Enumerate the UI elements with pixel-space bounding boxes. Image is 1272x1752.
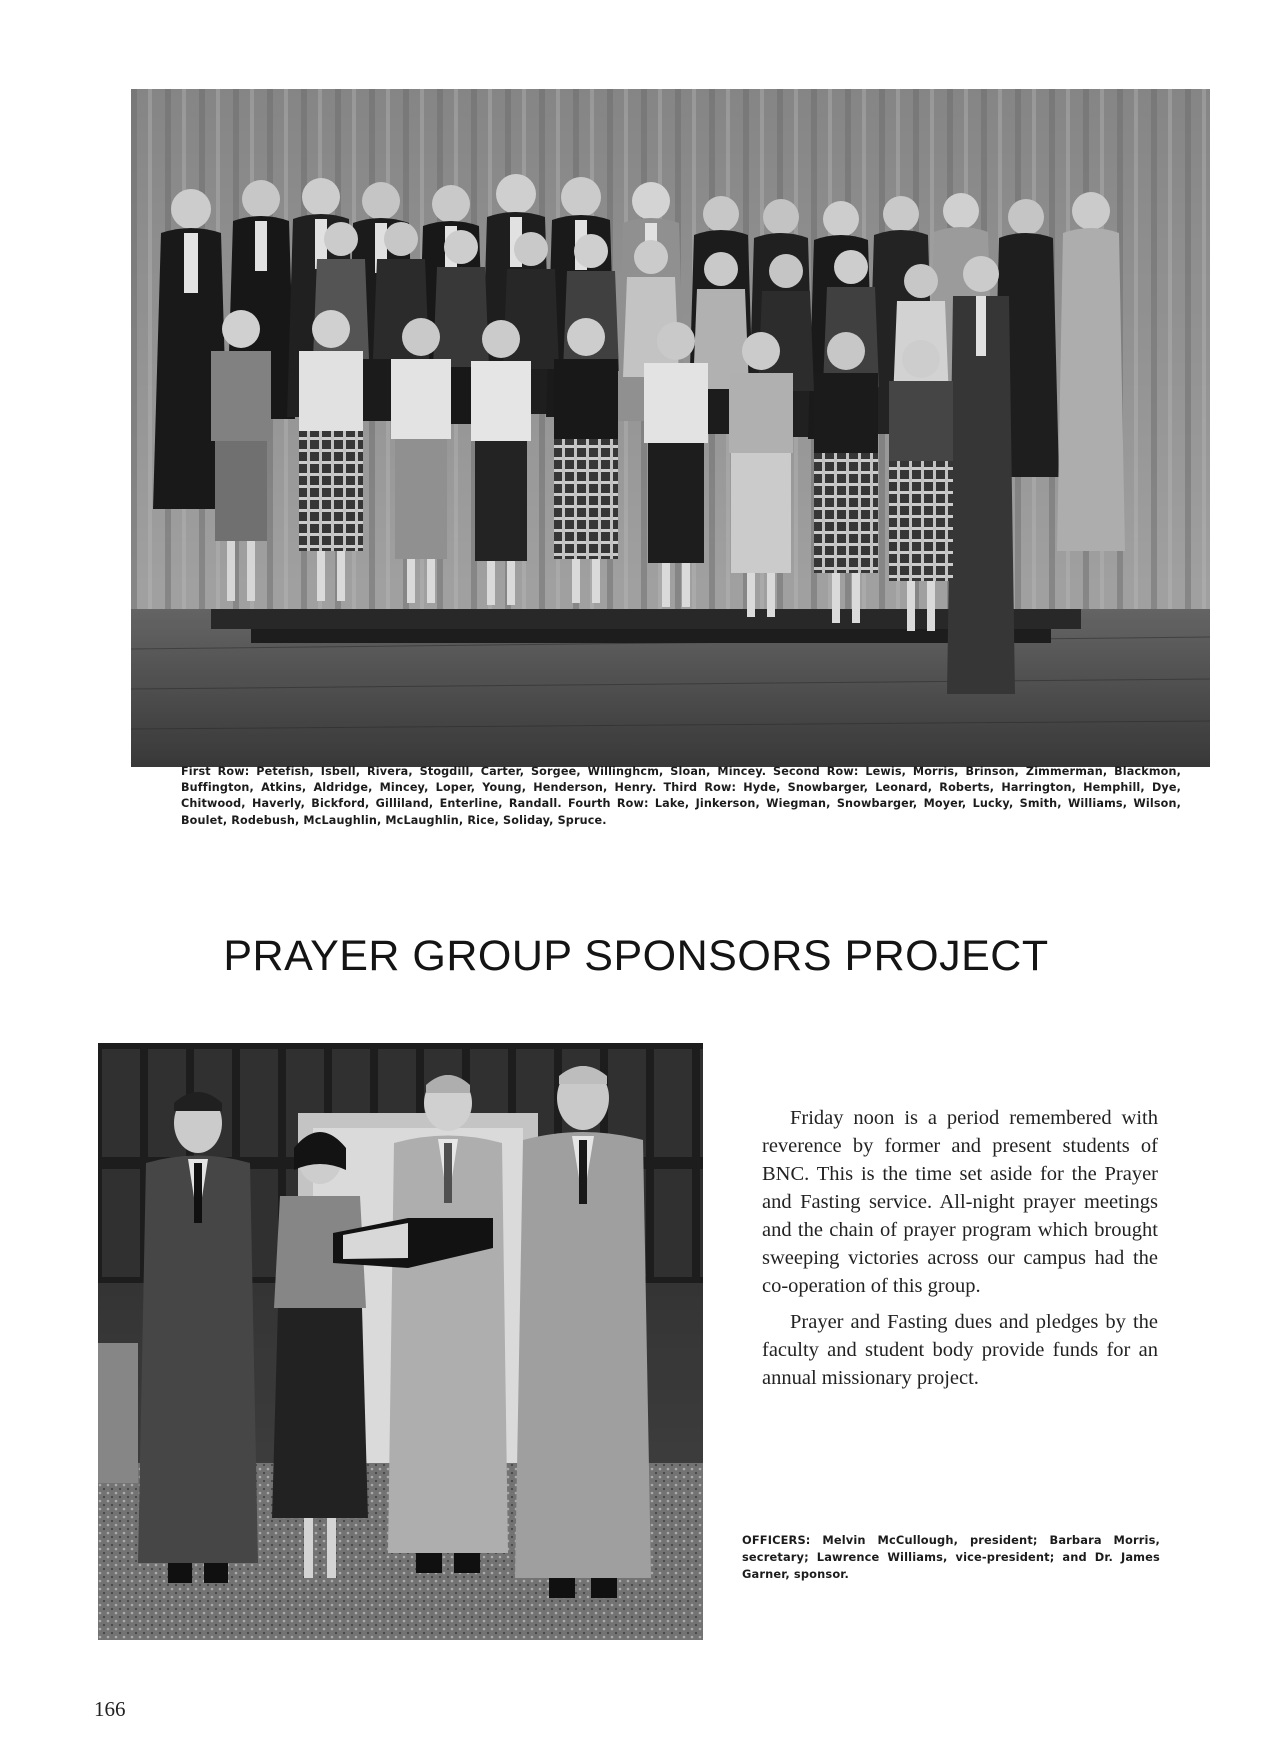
body-paragraph: Prayer and Fasting dues and pledges by the faculty and student body provide funds for an annual missionary project. <box>762 1311 1158 1389</box>
body-text <box>762 1104 1158 1400</box>
officers-photo-caption: OFFICERS: Melvin McCullough, president; Barbara Morris, secretary; Lawrence Williams, vice-president; and Dr. James Garner, sponsor. <box>742 1533 1160 1581</box>
page-heading: PRAYER GROUP SPONSORS PROJECT <box>223 932 1049 980</box>
officers-photo <box>98 1043 703 1640</box>
group-photo-caption: First Row: Petefish, Isbell, Rivera, Stogdill, Carter, Sorgee, Willinghcm, Sloan, Mincey. Second Row: Lewis, Morris, Brinson, Zimmerman, Blackmon, Buffington, Atkins, Aldridge, Mincey, Loper, Young, Henderson, Henry. Third Row: Hyde, Snowbarger, Leonard, Roberts, Harrington, Hemphill, Dye, Chitwood, Haverly, Bickford, Gilliland, Enterline, Randall. Fourth Row: Lake, Jinkerson, Wiegman, Snowbarger, Moyer, Lucky, Smith, Williams, Wilson, Boulet, Rodebush, McLaughlin, McLaughlin, Rice, Soliday, Spruce. <box>181 765 1181 827</box>
group-photo <box>131 89 1210 767</box>
officers-photo-image <box>98 1043 703 1640</box>
group-photo-image <box>131 89 1210 767</box>
body-paragraph: Friday noon is a period remembered with reverence by former and present students of BNC. This is the time set aside for the Prayer and Fasting service. All-night prayer meetings and the chain of prayer program which brought sweeping victories across our campus had the co-operation of this group. <box>762 1107 1158 1297</box>
page-number: 166 <box>94 1697 126 1721</box>
